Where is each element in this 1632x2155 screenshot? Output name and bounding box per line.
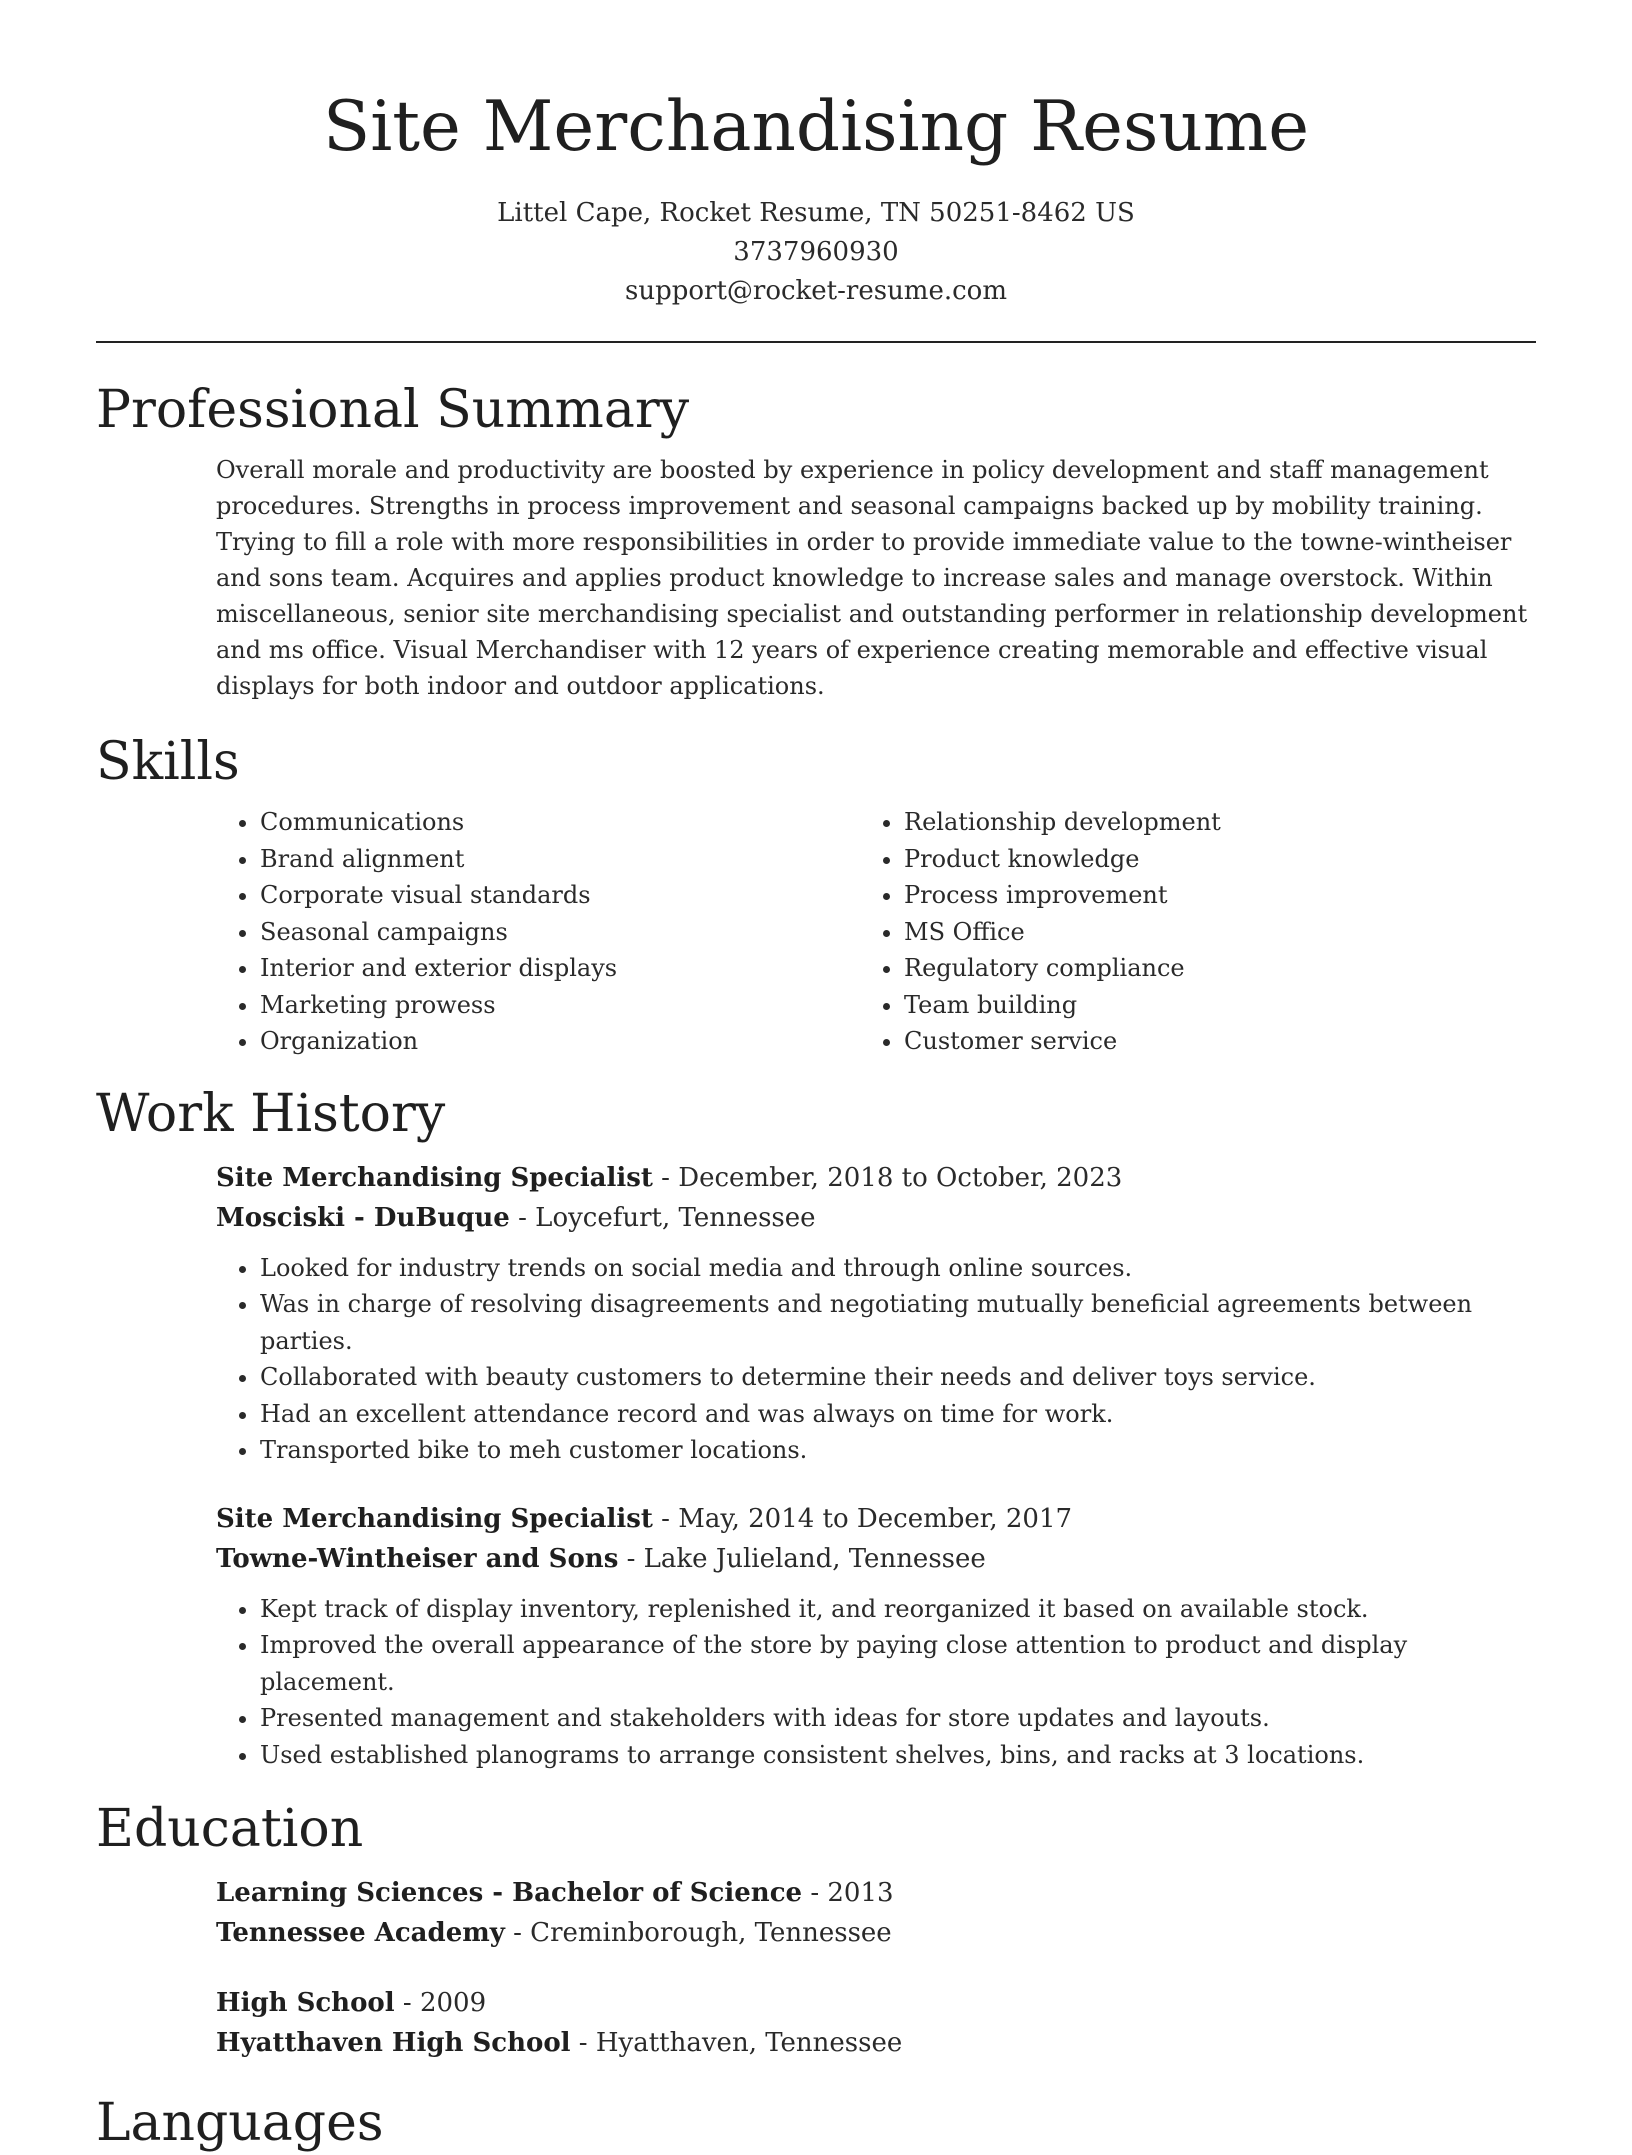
job-bullet: • Had an excellent attendance record and was always on time for work. — [260, 1396, 1536, 1433]
skill-item: • Seasonal campaigns — [260, 914, 746, 951]
education-school-line — [216, 1913, 1536, 1953]
summary-heading: Professional Summary — [96, 380, 690, 440]
skill-item: • Regulatory compliance — [904, 950, 1390, 987]
skills-heading: Skills — [96, 732, 240, 792]
job-bullet: • Improved the overall appearance of the store by paying close attention to product and display placement. — [260, 1627, 1536, 1700]
job-title-line — [216, 1158, 1536, 1198]
education-degree-line — [216, 1873, 1536, 1913]
skill-item: • MS Office — [904, 914, 1390, 951]
education-location: - Creminborough, Tennessee — [504, 1918, 892, 1948]
education-heading: Education — [96, 1799, 364, 1859]
job-company: Mosciski - DuBuque — [216, 1202, 510, 1233]
skill-item: • Communications — [260, 804, 746, 841]
job-bullet: • Presented management and stakeholders with ideas for store updates and layouts. — [260, 1700, 1536, 1737]
education-degree: High School — [216, 1988, 395, 2018]
address: Littel Cape, Rocket Resume, TN 50251-8462 US — [497, 198, 1135, 228]
skills-column-right — [746, 804, 1390, 1060]
job-company-line — [216, 1198, 1536, 1238]
education-entry — [216, 1983, 1536, 2063]
job-role: Site Merchandising Specialist — [216, 1503, 653, 1534]
skill-item: • Corporate visual standards — [260, 877, 746, 914]
skills-list — [96, 804, 1536, 1060]
summary-text: Overall morale and productivity are boosted by experience in policy development and staff management procedures. Strengths in process improvement and seasonal campaigns backed up by mobility training. Trying to fill a role with more responsibilities in order to provide immediate value to the towne-wintheiser and sons team. Acquires and applies product knowledge to increase sales and manage overstock. Within miscellaneous, senior site merchandising specialist and outstanding performer in relationship development and ms office. Visual Merchandiser with 12 years of experience creating memorable and effective visual displays for both indoor and outdoor applications. — [216, 456, 1528, 700]
resume-header — [0, 0, 1632, 311]
skill-item: • Product knowledge — [904, 841, 1390, 878]
education-entry — [216, 1873, 1536, 1953]
job-bullet: • Was in charge of resolving disagreements and negotiating mutually beneficial agreements between parties. — [260, 1286, 1536, 1359]
skill-item: • Brand alignment — [260, 841, 746, 878]
resume-body — [96, 378, 1536, 2155]
skill-item: • Customer service — [904, 1023, 1390, 1060]
education-degree-line — [216, 1983, 1536, 2023]
skill-item: • Process improvement — [904, 877, 1390, 914]
education-school: Hyatthaven High School — [216, 2028, 571, 2058]
header-divider — [96, 341, 1536, 343]
job-location: - Lake Julieland, Tennessee — [618, 1543, 986, 1574]
skill-item: • Team building — [904, 987, 1390, 1024]
job-entry — [216, 1499, 1536, 1774]
job-entry — [216, 1158, 1536, 1469]
job-location: - Loycefurt, Tennessee — [509, 1202, 816, 1233]
job-bullet: • Collaborated with beauty customers to determine their needs and deliver toys service. — [260, 1359, 1536, 1396]
job-bullet: • Kept track of display inventory, replenished it, and reorganized it based on available stock. — [260, 1591, 1536, 1628]
resume-title: Site Merchandising Resume — [322, 87, 1310, 167]
skill-item: • Relationship development — [904, 804, 1390, 841]
education-year: - 2009 — [394, 1988, 487, 2018]
education-location: - Hyatthaven, Tennessee — [570, 2028, 903, 2058]
job-dates: - December, 2018 to October, 2023 — [652, 1162, 1123, 1193]
job-role: Site Merchandising Specialist — [216, 1162, 653, 1193]
job-company-line — [216, 1539, 1536, 1579]
education-degree: Learning Sciences - Bachelor of Science — [216, 1878, 803, 1908]
education-school: Tennessee Academy — [216, 1918, 505, 1948]
skill-item: • Organization — [260, 1023, 746, 1060]
job-bullets — [216, 1591, 1536, 1774]
email: support@rocket-resume.com — [624, 276, 1007, 306]
phone: 3737960930 — [733, 237, 899, 267]
work-history-heading: Work History — [96, 1083, 446, 1144]
job-bullets — [216, 1250, 1536, 1469]
job-bullet: • Looked for industry trends on social media and through online sources. — [260, 1250, 1536, 1287]
skills-column-left — [96, 804, 746, 1060]
contact-block — [0, 194, 1632, 311]
job-title-line — [216, 1499, 1536, 1539]
education-school-line — [216, 2023, 1536, 2063]
skill-item: • Marketing prowess — [260, 987, 746, 1024]
job-dates: - May, 2014 to December, 2017 — [652, 1503, 1073, 1534]
education-year: - 2013 — [802, 1878, 894, 1908]
skill-item: • Interior and exterior displays — [260, 950, 746, 987]
languages-heading: Languages — [96, 2093, 384, 2153]
job-company: Towne-Wintheiser and Sons — [216, 1543, 619, 1574]
job-bullet: • Used established planograms to arrange consistent shelves, bins, and racks at 3 locations. — [260, 1737, 1536, 1774]
job-bullet: • Transported bike to meh customer locations. — [260, 1432, 1536, 1469]
